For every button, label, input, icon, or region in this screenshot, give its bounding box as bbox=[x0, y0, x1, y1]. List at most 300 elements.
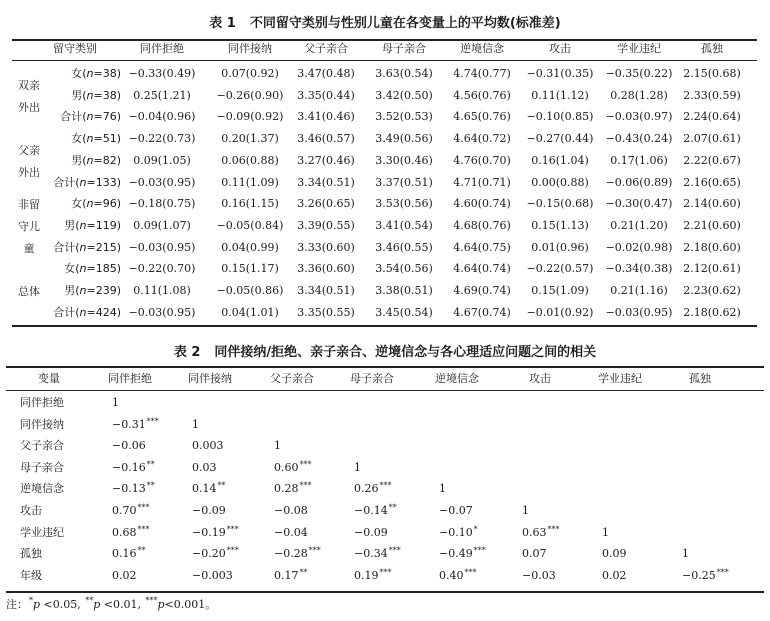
table2-cell bbox=[602, 526, 682, 541]
significance-stars: *** bbox=[464, 567, 477, 577]
row-label-post: =51) bbox=[93, 132, 121, 146]
row-label-pre: 女( bbox=[71, 132, 87, 146]
significance-stars: *** bbox=[379, 567, 392, 577]
table1-cell: 2.14(0.60) bbox=[683, 197, 741, 211]
table2-cell bbox=[439, 569, 519, 584]
correlation-value: −0.19 bbox=[192, 525, 226, 539]
table1-cell: 3.53(0.56) bbox=[375, 197, 433, 211]
row-label-pre: 女( bbox=[71, 197, 87, 211]
table1-bottom-rule bbox=[12, 325, 757, 327]
table2-row-label: 攻击 bbox=[20, 504, 42, 517]
note-star-3: *** bbox=[145, 596, 158, 605]
row-label-post: =133) bbox=[86, 175, 121, 189]
table1-row-label bbox=[0, 110, 121, 124]
table1-cell: 4.74(0.77) bbox=[453, 67, 511, 80]
correlation-value: 1 bbox=[112, 396, 119, 409]
table1-row-label bbox=[0, 284, 121, 298]
table1-cell: 3.35(0.55) bbox=[297, 305, 355, 319]
table2-row-label: 孤独 bbox=[20, 547, 42, 561]
table1-column-header: 同伴拒绝 bbox=[140, 42, 184, 55]
table1-cell: 0.11(1.08) bbox=[133, 284, 191, 297]
correlation-value: −0.13 bbox=[112, 482, 146, 496]
correlation-value: −0.06 bbox=[112, 439, 146, 453]
table1-cell: 4.64(0.74) bbox=[453, 262, 511, 276]
row-label-post: =215) bbox=[86, 240, 121, 254]
row-label-n: n bbox=[86, 132, 94, 146]
table1-cell: 3.41(0.46) bbox=[297, 110, 355, 124]
table2-cell bbox=[192, 547, 272, 562]
table1-cell: −0.05(0.84) bbox=[216, 218, 284, 232]
table2-row-label: 同伴拒绝 bbox=[20, 396, 64, 409]
table1-row-label bbox=[0, 89, 121, 103]
table1-cell: 3.38(0.51) bbox=[375, 284, 433, 297]
table1-cell: 3.34(0.51) bbox=[297, 284, 355, 297]
correlation-value: 1 bbox=[522, 504, 529, 517]
significance-stars: ** bbox=[146, 459, 155, 469]
table2-row-label: 父子亲合 bbox=[20, 439, 64, 453]
correlation-value: 0.60 bbox=[274, 460, 299, 474]
row-label-post: =239) bbox=[86, 284, 121, 297]
significance-stars: *** bbox=[299, 481, 312, 491]
table2-cell bbox=[112, 461, 192, 476]
row-label-post: =185) bbox=[86, 262, 121, 276]
table2-column-header: 逆境信念 bbox=[435, 372, 479, 385]
table1-column-header: 孤独 bbox=[701, 42, 723, 55]
table2-cell bbox=[522, 569, 602, 584]
row-label-pre: 合计( bbox=[53, 175, 80, 189]
table1-cell: 0.16(1.15) bbox=[221, 197, 279, 211]
row-label-pre: 合计( bbox=[60, 110, 87, 124]
correlation-value: 0.09 bbox=[602, 547, 627, 561]
correlation-value: −0.08 bbox=[274, 504, 308, 517]
correlation-value: −0.16 bbox=[112, 460, 146, 474]
table2-cell bbox=[522, 547, 602, 562]
table1-cell: 4.56(0.76) bbox=[453, 88, 511, 102]
table1-number: 表 1 bbox=[209, 16, 236, 31]
table1-cell: −0.30(0.47) bbox=[605, 197, 673, 211]
significance-stars: *** bbox=[473, 546, 486, 556]
note-p-2: p bbox=[93, 598, 101, 611]
table1-cell: 0.15(1.17) bbox=[221, 262, 279, 276]
table1-cell: 0.06(0.88) bbox=[221, 153, 279, 167]
table1-cell: −0.02(0.98) bbox=[605, 240, 673, 254]
table2-cell bbox=[439, 547, 519, 562]
table2-number: 表 2 bbox=[173, 345, 201, 360]
table1-row-label bbox=[0, 176, 121, 190]
significance-stars: ** bbox=[217, 481, 226, 491]
table1-cell: −0.43(0.24) bbox=[605, 132, 673, 146]
row-label-pre: 合计( bbox=[53, 305, 80, 319]
row-label-n: n bbox=[86, 153, 94, 167]
note-p-1: p bbox=[33, 598, 41, 611]
table1-group-label-line: 父亲 bbox=[18, 143, 40, 157]
table1-cell: 0.07(0.92) bbox=[221, 67, 279, 80]
table1-cell: 2.15(0.68) bbox=[683, 67, 741, 80]
table2-cell bbox=[274, 461, 354, 476]
note-text-2: <0.01, bbox=[100, 598, 145, 611]
significance-stars: * bbox=[473, 524, 478, 534]
table1-cell: 4.60(0.74) bbox=[453, 197, 511, 211]
table1-title: 不同留守类别与性别儿童在各变量上的平均数(标准差) bbox=[249, 16, 561, 31]
row-label-n: n bbox=[79, 305, 87, 319]
table1-cell: 3.36(0.60) bbox=[297, 262, 355, 276]
table2-header-first: 变量 bbox=[38, 372, 60, 385]
table1-cell: 2.22(0.67) bbox=[683, 153, 741, 167]
row-label-post: =38) bbox=[93, 67, 121, 80]
table1-cell: 3.47(0.48) bbox=[297, 67, 355, 80]
table2-cell bbox=[522, 504, 602, 519]
correlation-value: 0.63 bbox=[522, 525, 547, 539]
table1-cell: 3.30(0.46) bbox=[375, 153, 433, 167]
table2-cell bbox=[274, 569, 354, 584]
significance-stars: *** bbox=[146, 416, 159, 426]
table1-cell: 0.21(1.16) bbox=[610, 284, 668, 297]
table2-cell bbox=[192, 526, 272, 541]
table1-group-label-line: 外出 bbox=[18, 165, 40, 179]
table1-cell: 3.46(0.55) bbox=[375, 240, 433, 254]
table2-row-label: 同伴接纳 bbox=[20, 417, 64, 431]
table1-cell: 2.24(0.64) bbox=[683, 110, 741, 124]
row-label-n: n bbox=[86, 67, 94, 80]
table1-cell: 3.49(0.56) bbox=[375, 132, 433, 146]
correlation-value: −0.10 bbox=[439, 525, 473, 539]
table1-cell: 3.33(0.60) bbox=[297, 240, 355, 254]
table2-cell bbox=[602, 569, 682, 584]
significance-stars: *** bbox=[379, 481, 392, 491]
table2-row-label: 学业违纪 bbox=[20, 525, 64, 539]
table1-cell: 2.12(0.61) bbox=[683, 262, 741, 276]
row-label-pre: 女( bbox=[71, 67, 87, 80]
table2-cell bbox=[439, 526, 519, 541]
table1-group-label-line: 童 bbox=[23, 241, 35, 255]
row-label-post: =96) bbox=[93, 197, 121, 211]
table1-caption bbox=[0, 16, 770, 32]
correlation-value: 1 bbox=[682, 547, 689, 561]
table1-cell: 3.34(0.51) bbox=[297, 175, 355, 189]
table2-row-label: 逆境信念 bbox=[20, 482, 64, 496]
table1-column-header: 同伴接纳 bbox=[228, 42, 272, 55]
correlation-value: 0.07 bbox=[522, 547, 547, 561]
correlation-value: 1 bbox=[192, 417, 199, 431]
table2-cell bbox=[682, 547, 762, 562]
row-label-post: =424) bbox=[86, 305, 121, 319]
note-star-1: * bbox=[29, 596, 33, 605]
row-label-n: n bbox=[86, 88, 94, 102]
row-label-n: n bbox=[79, 218, 87, 232]
correlation-value: −0.03 bbox=[522, 568, 556, 582]
table2-cell bbox=[522, 526, 602, 541]
table2-cell bbox=[439, 504, 519, 519]
table1-cell: −0.03(0.97) bbox=[605, 110, 673, 124]
table2-column-header: 攻击 bbox=[529, 372, 551, 385]
table1-cell: −0.26(0.90) bbox=[216, 88, 284, 102]
table1-group-label-line: 非留 bbox=[18, 197, 40, 211]
correlation-value: 1 bbox=[354, 460, 361, 474]
correlation-value: 1 bbox=[602, 525, 609, 539]
table2-column-header: 同伴拒绝 bbox=[108, 372, 152, 385]
table1-cell: 2.16(0.65) bbox=[683, 175, 741, 189]
table2-cell bbox=[354, 547, 434, 562]
correlation-value: −0.49 bbox=[439, 547, 473, 561]
correlation-value: −0.09 bbox=[354, 525, 388, 539]
table1-cell: −0.09(0.92) bbox=[216, 110, 284, 124]
table1-cell: 0.04(1.01) bbox=[221, 305, 279, 319]
note-text-3: <0.001。 bbox=[164, 598, 217, 611]
table1-cell: 0.15(1.13) bbox=[531, 218, 589, 232]
table2-cell bbox=[112, 526, 192, 541]
table2-cell bbox=[602, 547, 682, 562]
table1-row-label bbox=[0, 197, 121, 211]
correlation-value: −0.25 bbox=[682, 568, 716, 582]
table1-cell: 4.67(0.74) bbox=[453, 305, 511, 319]
table2-cell bbox=[354, 569, 434, 584]
table2-cell bbox=[112, 504, 192, 519]
note-star-2: ** bbox=[85, 596, 94, 605]
correlation-value: 0.03 bbox=[192, 460, 217, 474]
note-p-3: p bbox=[157, 598, 165, 611]
table1-cell: 3.39(0.55) bbox=[297, 218, 355, 232]
row-label-n: n bbox=[79, 240, 87, 254]
table2-column-header: 同伴接纳 bbox=[188, 372, 232, 385]
significance-stars: *** bbox=[226, 524, 239, 534]
table1-cell: 2.07(0.61) bbox=[683, 132, 741, 146]
table1-cell: −0.33(0.49) bbox=[128, 67, 196, 80]
table1-cell: 3.26(0.65) bbox=[297, 197, 355, 211]
table2-top-rule bbox=[6, 366, 764, 368]
table2-cell bbox=[354, 482, 434, 497]
table1-cell: 0.11(1.09) bbox=[221, 175, 279, 189]
table1-column-header: 母子亲合 bbox=[382, 42, 426, 55]
table2-cell bbox=[192, 482, 272, 497]
table1-cell: −0.27(0.44) bbox=[526, 132, 594, 146]
table1-cell: 4.71(0.71) bbox=[453, 175, 511, 189]
table1-header-rule bbox=[12, 60, 757, 61]
row-label-post: =82) bbox=[93, 153, 121, 167]
significance-stars: ** bbox=[299, 567, 308, 577]
table1-cell: 3.54(0.56) bbox=[375, 262, 433, 276]
correlation-value: 0.19 bbox=[354, 568, 379, 582]
correlation-value: 0.68 bbox=[112, 525, 137, 539]
table1-cell: −0.18(0.75) bbox=[128, 197, 196, 211]
table1-cell: 2.18(0.62) bbox=[683, 305, 741, 319]
significance-stars: *** bbox=[716, 567, 729, 577]
row-label-n: n bbox=[79, 262, 87, 276]
table1-cell: −0.03(0.95) bbox=[605, 305, 673, 319]
table1-group-label-line: 双亲 bbox=[18, 78, 40, 92]
table1-cell: −0.22(0.70) bbox=[128, 262, 196, 276]
table2-cell bbox=[274, 526, 354, 541]
table1-cell: 2.33(0.59) bbox=[683, 88, 741, 102]
table1-cell: −0.31(0.35) bbox=[526, 67, 594, 80]
significance-stars: *** bbox=[388, 546, 401, 556]
correlation-value: −0.09 bbox=[192, 504, 226, 517]
correlation-value: 0.14 bbox=[192, 482, 217, 496]
table1-cell: 3.42(0.50) bbox=[375, 88, 433, 102]
table1-cell: −0.35(0.22) bbox=[605, 67, 673, 80]
table1-cell: 3.45(0.54) bbox=[375, 305, 433, 319]
significance-stars: *** bbox=[137, 524, 150, 534]
table1-column-header: 攻击 bbox=[549, 42, 571, 55]
table2-cell bbox=[682, 569, 762, 584]
table1-cell: 0.09(1.05) bbox=[133, 153, 191, 167]
table2-row-label: 母子亲合 bbox=[20, 460, 64, 474]
table1-cell: 3.41(0.54) bbox=[375, 218, 433, 232]
table1-row-label bbox=[0, 154, 121, 168]
table1-cell: −0.05(0.86) bbox=[216, 284, 284, 297]
table1-cell: 0.04(0.99) bbox=[221, 240, 279, 254]
row-label-n: n bbox=[86, 197, 94, 211]
correlation-value: 1 bbox=[439, 482, 446, 496]
table1-header-group: 留守类别 bbox=[53, 42, 97, 55]
correlation-value: 0.26 bbox=[354, 482, 379, 496]
table2-title: 同伴接纳/拒绝、亲子亲合、逆境信念与各心理适应问题之间的相关 bbox=[214, 345, 597, 360]
table2-cell bbox=[354, 504, 434, 519]
correlation-value: 0.16 bbox=[112, 547, 137, 561]
correlation-value: −0.20 bbox=[192, 547, 226, 561]
significance-stars: *** bbox=[299, 459, 312, 469]
table1-cell: 0.15(1.09) bbox=[531, 284, 589, 297]
table1-group-label-line: 总体 bbox=[18, 284, 40, 298]
table1-cell: −0.15(0.68) bbox=[526, 197, 594, 211]
table1-group-label-line: 守儿 bbox=[18, 219, 40, 233]
significance-stars: *** bbox=[547, 524, 560, 534]
table2-column-header: 父子亲合 bbox=[270, 372, 314, 385]
table1-top-rule bbox=[12, 39, 757, 41]
table1-cell: −0.03(0.95) bbox=[128, 240, 196, 254]
table1-cell: 0.28(1.28) bbox=[610, 88, 668, 102]
table1-column-header: 逆境信念 bbox=[460, 42, 504, 55]
correlation-value: −0.34 bbox=[354, 547, 388, 561]
table1-cell: 4.76(0.70) bbox=[453, 153, 511, 167]
table2-column-header: 学业违纪 bbox=[598, 372, 642, 385]
table1-row-label bbox=[0, 262, 121, 276]
table1-cell: 0.25(1.21) bbox=[133, 88, 191, 102]
correlation-value: −0.07 bbox=[439, 504, 473, 517]
table1-cell: −0.06(0.89) bbox=[605, 175, 673, 189]
table1-column-header: 学业违纪 bbox=[617, 42, 661, 55]
table1-cell: −0.10(0.85) bbox=[526, 110, 594, 124]
table2-cell bbox=[192, 439, 272, 454]
table2-cell bbox=[274, 482, 354, 497]
correlation-value: 0.02 bbox=[602, 568, 627, 582]
table2-row-label: 年级 bbox=[20, 568, 42, 582]
table1-row-label bbox=[0, 132, 121, 146]
table1-cell: 2.21(0.60) bbox=[683, 218, 741, 232]
table2-cell bbox=[112, 396, 192, 411]
table2-cell bbox=[192, 504, 272, 519]
table2-cell bbox=[274, 504, 354, 519]
table1-cell: −0.22(0.73) bbox=[128, 132, 196, 146]
row-label-pre: 女( bbox=[64, 262, 80, 276]
table1-cell: 3.37(0.51) bbox=[375, 175, 433, 189]
note-prefix: 注： bbox=[6, 598, 28, 611]
table1-cell: −0.03(0.95) bbox=[128, 175, 196, 189]
table1-group-label-line: 外出 bbox=[18, 100, 40, 114]
table2-header-rule bbox=[6, 390, 764, 391]
table1-cell: 0.20(1.37) bbox=[221, 132, 279, 146]
table1-cell: 3.63(0.54) bbox=[375, 67, 433, 80]
correlation-value: −0.28 bbox=[274, 547, 308, 561]
row-label-post: =119) bbox=[86, 218, 121, 232]
table1-row-label bbox=[0, 67, 121, 81]
significance-stars: *** bbox=[308, 546, 321, 556]
table1-cell: 4.68(0.76) bbox=[453, 218, 511, 232]
table1-row-label bbox=[0, 241, 121, 255]
table1-row-label bbox=[0, 219, 121, 233]
row-label-pre: 男( bbox=[64, 284, 80, 297]
table2-column-header: 孤独 bbox=[689, 372, 711, 385]
row-label-n: n bbox=[79, 175, 87, 189]
table1-cell: −0.03(0.95) bbox=[128, 305, 196, 319]
correlation-value: 1 bbox=[274, 439, 281, 453]
correlation-value: 0.28 bbox=[274, 482, 299, 496]
table2-cell bbox=[192, 418, 272, 433]
table1-cell: 3.27(0.46) bbox=[297, 153, 355, 167]
table2-cell bbox=[112, 418, 192, 433]
table1-cell: 0.17(1.06) bbox=[610, 153, 668, 167]
table1-cell: −0.34(0.38) bbox=[605, 262, 673, 276]
correlation-value: 0.17 bbox=[274, 568, 299, 582]
correlation-value: 0.40 bbox=[439, 568, 464, 582]
row-label-n: n bbox=[86, 110, 94, 124]
table1-cell: 0.00(0.88) bbox=[531, 175, 589, 189]
table2-cell bbox=[112, 569, 192, 584]
table1-cell: 0.09(1.07) bbox=[133, 218, 191, 232]
table1-column-header: 父子亲合 bbox=[304, 42, 348, 55]
table2-caption bbox=[0, 345, 770, 361]
table1-cell: −0.04(0.96) bbox=[128, 110, 196, 124]
table1-cell: 0.01(0.96) bbox=[531, 240, 589, 254]
correlation-value: −0.14 bbox=[354, 504, 388, 517]
table2-bottom-rule bbox=[6, 591, 764, 593]
table1-cell: 0.21(1.20) bbox=[610, 218, 668, 232]
table2-cell bbox=[112, 439, 192, 454]
table1-cell: 3.52(0.53) bbox=[375, 110, 433, 124]
significance-stars: ** bbox=[137, 546, 146, 556]
table2-cell bbox=[274, 547, 354, 562]
correlation-value: 0.003 bbox=[192, 439, 224, 453]
table1-cell: 0.16(1.04) bbox=[531, 153, 589, 167]
significance-stars: *** bbox=[226, 546, 239, 556]
correlation-value: 0.70 bbox=[112, 504, 137, 517]
table2-cell bbox=[439, 482, 519, 497]
table2-cell bbox=[354, 526, 434, 541]
table1-cell: 2.23(0.62) bbox=[683, 284, 741, 297]
table-note bbox=[6, 598, 216, 613]
row-label-pre: 合计( bbox=[53, 240, 80, 254]
correlation-value: −0.04 bbox=[274, 525, 308, 539]
row-label-n: n bbox=[79, 284, 87, 297]
table1-cell: 3.46(0.57) bbox=[297, 132, 355, 146]
table1-cell: 4.64(0.72) bbox=[453, 132, 511, 146]
row-label-pre: 男( bbox=[71, 153, 87, 167]
table2-cell bbox=[192, 461, 272, 476]
row-label-pre: 男( bbox=[71, 88, 87, 102]
table2-column-header: 母子亲合 bbox=[350, 372, 394, 385]
correlation-value: 0.02 bbox=[112, 568, 137, 582]
significance-stars: ** bbox=[146, 481, 155, 491]
note-text-1: <0.05, bbox=[40, 598, 85, 611]
table1-row-label bbox=[0, 306, 121, 320]
table1-cell: −0.01(0.92) bbox=[526, 305, 594, 319]
row-label-pre: 男( bbox=[64, 218, 80, 232]
correlation-value: −0.31 bbox=[112, 417, 146, 431]
significance-stars: ** bbox=[388, 503, 397, 512]
table2-cell bbox=[112, 482, 192, 497]
significance-stars: *** bbox=[137, 503, 150, 512]
table1-cell: 2.18(0.60) bbox=[683, 240, 741, 254]
row-label-post: =76) bbox=[93, 110, 121, 124]
